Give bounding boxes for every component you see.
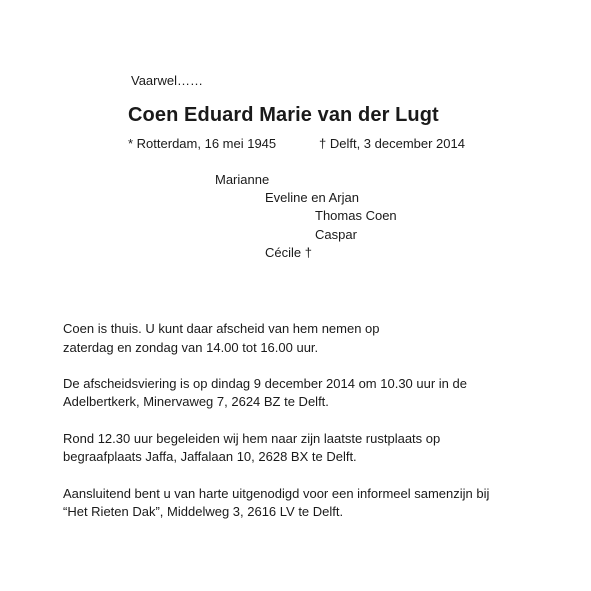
paragraph-line: Adelbertkerk, Minervaweg 7, 2624 BZ te Delft. (63, 394, 329, 409)
farewell-intro: Vaarwel…… (131, 73, 204, 88)
family-spouse: Marianne (215, 172, 270, 187)
family-child: Cécile † (265, 245, 312, 260)
paragraph-line: Coen is thuis. U kunt daar afscheid van hem nemen op (63, 321, 380, 336)
death-info: † Delft, 3 december 2014 (319, 136, 465, 151)
paragraph-line: zaterdag en zondag van 14.00 tot 16.00 uur. (63, 340, 319, 355)
paragraph-line: Rond 12.30 uur begeleiden wij hem naar zijn laatste rustplaats op (63, 431, 441, 446)
deceased-name: Coen Eduard Marie van der Lugt (128, 104, 439, 126)
paragraph-line: Aansluitend bent u van harte uitgenodigd voor een informeel samenzijn bij (63, 486, 490, 501)
family-grandchild: Thomas Coen (315, 208, 397, 223)
birth-info: * Rotterdam, 16 mei 1945 (128, 136, 277, 151)
paragraph-line: “Het Rieten Dak”, Middelweg 3, 2616 LV te Delft. (63, 504, 344, 519)
family-child: Eveline en Arjan (265, 190, 359, 205)
family-grandchild: Caspar (315, 227, 357, 242)
paragraph-line: De afscheidsviering is op dindag 9 december 2014 om 10.30 uur in de (63, 376, 467, 391)
paragraph-line: begraafplaats Jaffa, Jaffalaan 10, 2628 BX te Delft. (63, 449, 357, 464)
